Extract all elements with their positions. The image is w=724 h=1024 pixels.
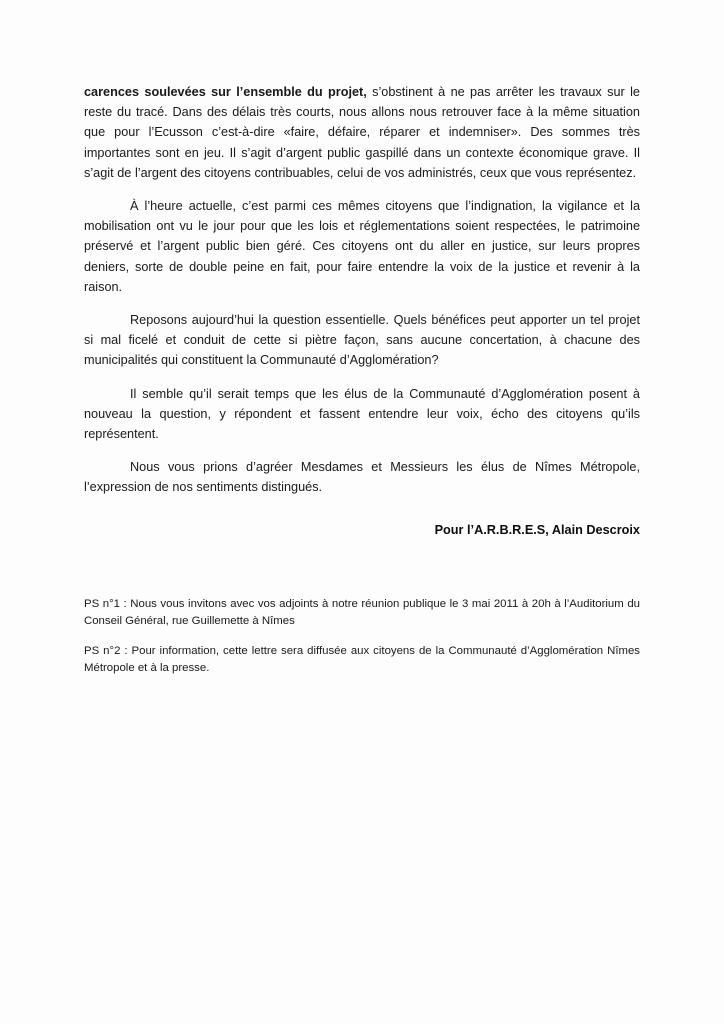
paragraph-il-semble: Il semble qu’il serait temps que les élus de la Communauté d’Agglomération posent à nouveau la question, y répondent et fassent entendre leur voix, écho des citoyens qu’ils représentent. [84, 386, 640, 442]
signature-line: Pour l’A.R.B.R.E.S, Alain Descroix [434, 522, 640, 537]
postscript-block [84, 596, 640, 678]
paragraph-body-text: s’obstinent à ne pas arrêter les travaux sur le reste du tracé. Dans des délais très courts, nous allons nous retrouver face à la même situation que pour l’Ecusson c’est-à-dire «faire, défaire, réparer et indemniser». Des sommes très importantes sont en jeu. Il s’agit d’argent public gaspillé dans un contexte économique grave. Il s’agit de l’argent des citoyens contribuables, celui de vos administrés, ceux que vous représentez. [84, 85, 640, 180]
paragraph-reposons-question: Reposons aujourd’hui la question essentielle. Quels bénéfices peut apporter un tel projet si mal ficelé et conduit de cette si piètre façon, sans aucune concertation, à chacune des municipalités qui constituent la Communauté d’Agglomération? [84, 313, 640, 368]
postscript-1: PS n°1 : Nous vous invitons avec vos adjoints à notre réunion publique le 3 mai 2011 à 20h à l’Auditorium du Conseil Général, rue Guillemette à Nîmes [84, 597, 640, 628]
paragraph-formule-politesse: Nous vous prions d’agréer Mesdames et Messieurs les élus de Nîmes Métropole, l’expression de nos sentiments distingués. [84, 460, 640, 495]
paragraph-lead-bold: carences soulevées sur l’ensemble du projet, [84, 85, 367, 99]
postscript-2: PS n°2 : Pour information, cette lettre sera diffusée aux citoyens de la Communauté d’Agglomération Nîmes Métropole et à la presse. [84, 644, 640, 675]
paragraph-heure-actuelle: À l’heure actuelle, c’est parmi ces mêmes citoyens que l’indignation, la vigilance et la mobilisation ont vu le jour pour que les lois et réglementations soient respectées, le patrimoine préservé et l’argent public bien géré. Ces citoyens ont du aller en justice, sur leurs propres deniers, sorte de double peine en fait, pour faire entendre la voix de la justice et revenir à la raison. [84, 199, 640, 294]
paragraph-continuation [84, 82, 640, 183]
document-content [84, 82, 640, 678]
